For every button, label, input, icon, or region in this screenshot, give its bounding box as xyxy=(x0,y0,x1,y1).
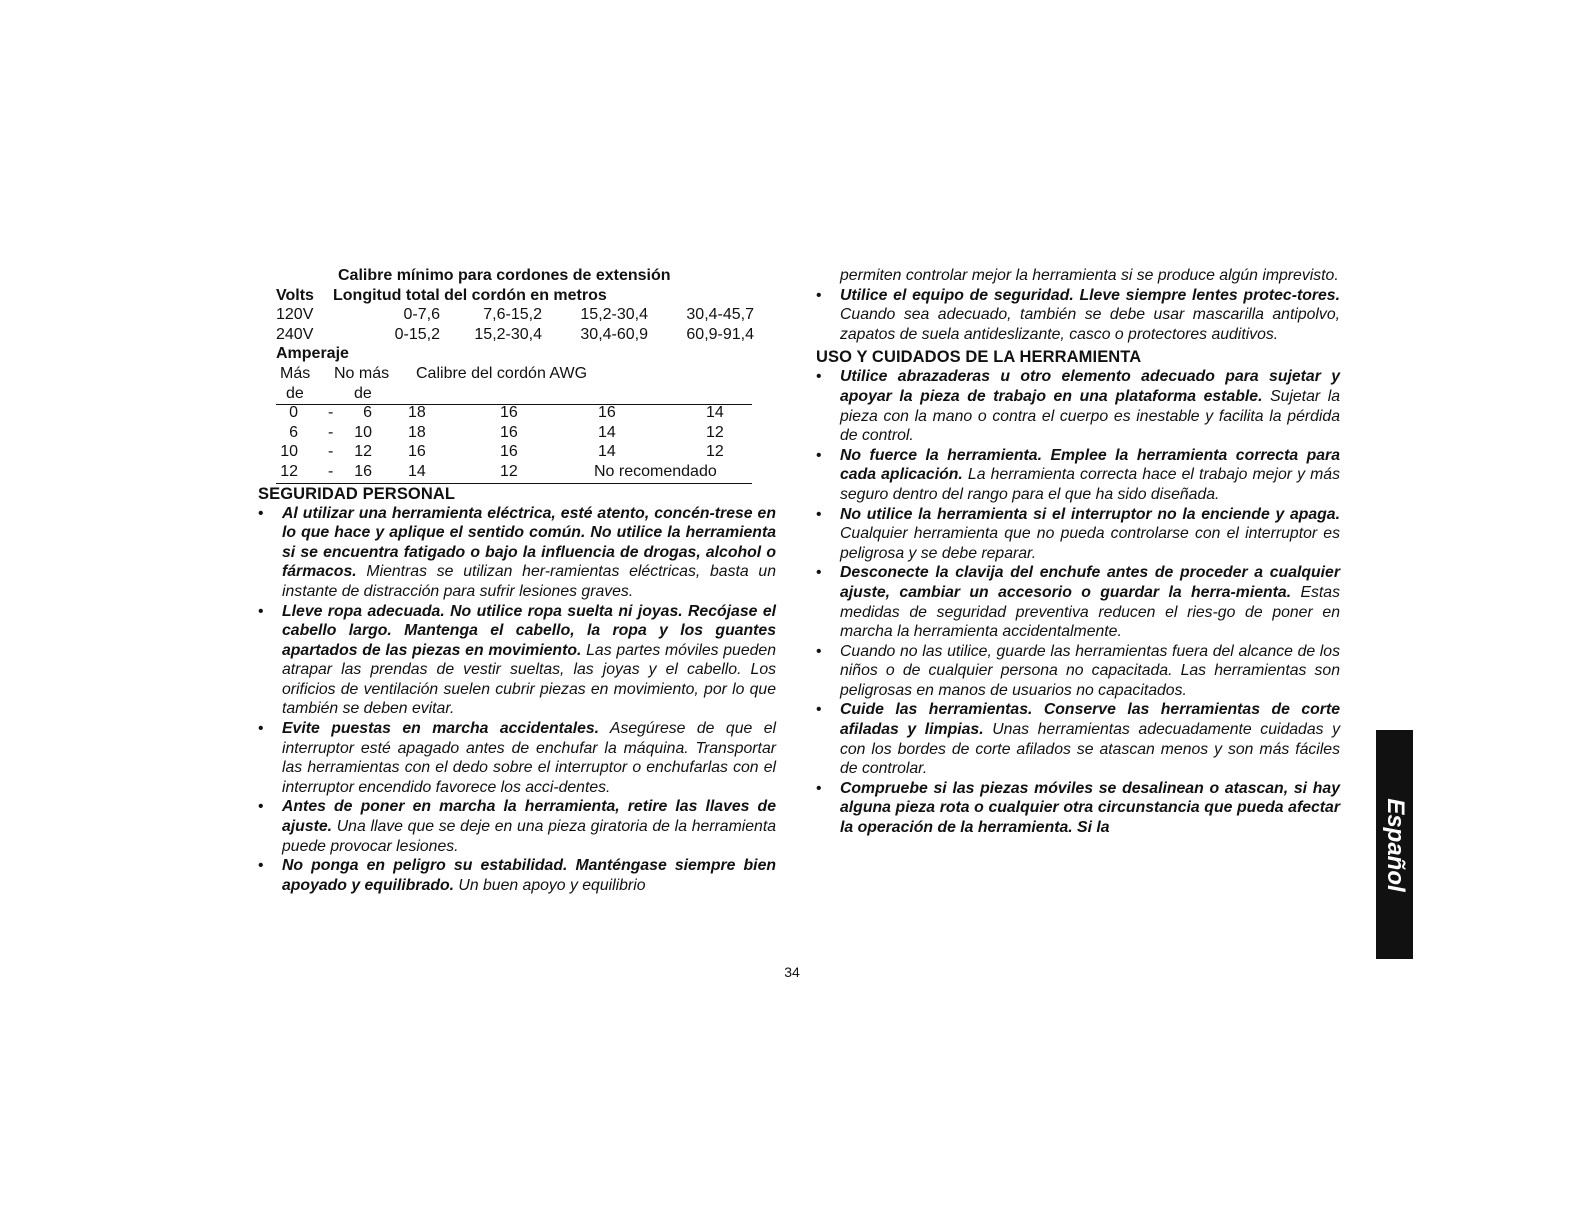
safety-list-continued xyxy=(816,286,1340,345)
bullet-icon: • xyxy=(258,602,264,620)
extension-cord-table: Calibre mínimo para cordones de extensión Volts Longitud total del cordón en metros 120V 0-7,6 7,6-15,2 15,2-30,4 30,4-45,7 240V 0-15,2 15,2-30,4 30,4-60,9 60,9-91,4 Amperaje Más No más Calibre del cordón AWG de de 0 - 6 18 16 16 14 6 - 10 18 16 14 12 10 - 12 16 16 14 12 12 - 16 14 12 No recomendado xyxy=(258,266,776,482)
amperaje-label: Amperaje xyxy=(276,345,349,363)
section-heading-uso: USO Y CUIDADOS DE LA HERRAMIENTA xyxy=(816,348,1142,367)
table-row: 0 - 6 18 16 16 14 xyxy=(289,404,724,422)
list-item: • Antes de poner en marcha la herramienta, retire las llaves de ajuste. Una llave que se deje en una pieza giratoria de la herramienta puede provocar lesiones. xyxy=(258,798,776,855)
bullet-icon: • xyxy=(816,779,822,797)
list-item: • Evite puestas en marcha accidentales. Asegúrese de que el interruptor esté apagado antes de enchufar la máquina. Transportar las herramientas con el dedo sobre el interruptor o enchufarlas con el interruptor encendido favorece los acci-dentes. xyxy=(258,720,776,796)
list-item: • Lleve ropa adecuada. No utilice ropa suelta ni joyas. Recójase el cabello largo. Mantenga el cabello, la ropa y los guantes apartados de las piezas en movimiento. Las partes móviles pueden atrapar las prendas de vestir sueltas, las joyas y el cabello. Los orificios de ventilación suelen cubrir piezas en movimiento, por lo que también se deben evitar. xyxy=(258,602,776,718)
volts-label: Volts xyxy=(276,286,314,304)
list-item: • Cuide las herramientas. Conserve las herramientas de corte afiladas y limpias. Unas herramientas adecuadamente cuidadas y con los bordes de corte afilados se atascan menos y son más fáciles de controlar. xyxy=(816,701,1341,778)
list-item: • No utilice la herramienta si el interruptor no la enciende y apaga. Cualquier herramienta que no pueda controlarse con el interruptor es peligrosa y se debe reparar. xyxy=(816,505,1340,562)
table-title: Calibre mínimo para cordones de extensión xyxy=(338,267,671,284)
bullet-icon: • xyxy=(816,642,822,660)
list-item: • Cuando no las utilice, guarde las herramientas fuera del alcance de los niños o de cualquier persona no capacitada. Las herramientas son peligrosas en manos de usuarios no capacitados. xyxy=(816,642,1340,699)
continued-text: permiten controlar mejor la herramienta si se produce algún imprevisto. xyxy=(840,267,1339,284)
bullet-icon: • xyxy=(816,701,822,719)
table-row: 6 - 10 18 16 14 12 xyxy=(289,423,724,441)
table-row: 12 - 16 14 12 No recomendado xyxy=(280,462,717,480)
uso-list xyxy=(816,367,1340,837)
seguridad-list xyxy=(258,504,776,896)
bullet-icon: • xyxy=(816,446,822,464)
list-item: • No ponga en peligro su estabilidad. Manténgase siempre bien apoyado y equilibrado. Un buen apoyo y equilibrio xyxy=(258,857,776,894)
language-tab xyxy=(1376,730,1413,959)
list-item: • Al utilizar una herramienta eléctrica, esté atento, concén-trese en lo que hace y aplique el sentido común. No utilice la herramienta si se encuentra fatigado o bajo la influencia de drogas, alcohol o fármacos. Mientras se utilizan her-ramientas eléctricas, basta un instante de distracción para sufrir lesiones graves. xyxy=(258,504,776,600)
bullet-icon: • xyxy=(816,505,822,523)
list-item: • Utilice abrazaderas u otro elemento adecuado para sujetar y apoyar la pieza de trabajo en una plataforma estable. Sujetar la pieza con la mano o contra el cuerpo es inestable y facilita la pérdida de control. xyxy=(816,368,1341,445)
bullet-icon: • xyxy=(816,368,822,386)
bullet-icon: • xyxy=(258,504,264,522)
length-label: Longitud total del cordón en metros xyxy=(333,286,607,304)
bullet-icon: • xyxy=(258,798,264,816)
list-item: • Compruebe si las piezas móviles se desalinean o atascan, si hay alguna pieza rota o cualquier otra circunstancia que pueda afectar la operación de la herramienta. Si la xyxy=(816,779,1340,837)
bullet-icon: • xyxy=(816,564,822,582)
table-rule-bottom xyxy=(276,483,752,484)
right-column xyxy=(816,266,1340,838)
table-row: 10 - 12 16 16 14 12 xyxy=(280,443,724,461)
language-tab-label: Español xyxy=(1381,797,1409,892)
list-item: • No fuerce la herramienta. Emplee la herramienta correcta para cada aplicación. La herramienta correcta hace el trabajo mejor y más seguro dentro del rango para el que ha sido diseñada. xyxy=(816,446,1340,503)
list-item: • Desconecte la clavija del enchufe antes de proceder a cualquier ajuste, cambiar un accesorio o guardar la herra-mienta. Estas medidas de seguridad preventiva reducen el ries-go de poner en marcha la herramienta accidentalmente. xyxy=(816,564,1340,641)
bullet-icon: • xyxy=(258,857,264,875)
bullet-icon: • xyxy=(816,286,822,304)
bullet-icon: • xyxy=(258,720,264,738)
page-number: 34 xyxy=(784,964,800,980)
table-row: 120V 0-7,6 7,6-15,2 15,2-30,4 30,4-45,7 xyxy=(276,306,754,324)
section-heading-seguridad: SEGURIDAD PERSONAL xyxy=(258,484,456,503)
table-row: 240V 0-15,2 15,2-30,4 30,4-60,9 60,9-91,4 xyxy=(276,325,754,343)
list-item: • Utilice el equipo de seguridad. Lleve siempre lentes protec-tores. Cuando sea adecuado, también se debe usar mascarilla antipolvo, zapatos de suela antideslizante, casco o protectores auditivos. xyxy=(816,286,1340,343)
left-column xyxy=(258,266,776,895)
